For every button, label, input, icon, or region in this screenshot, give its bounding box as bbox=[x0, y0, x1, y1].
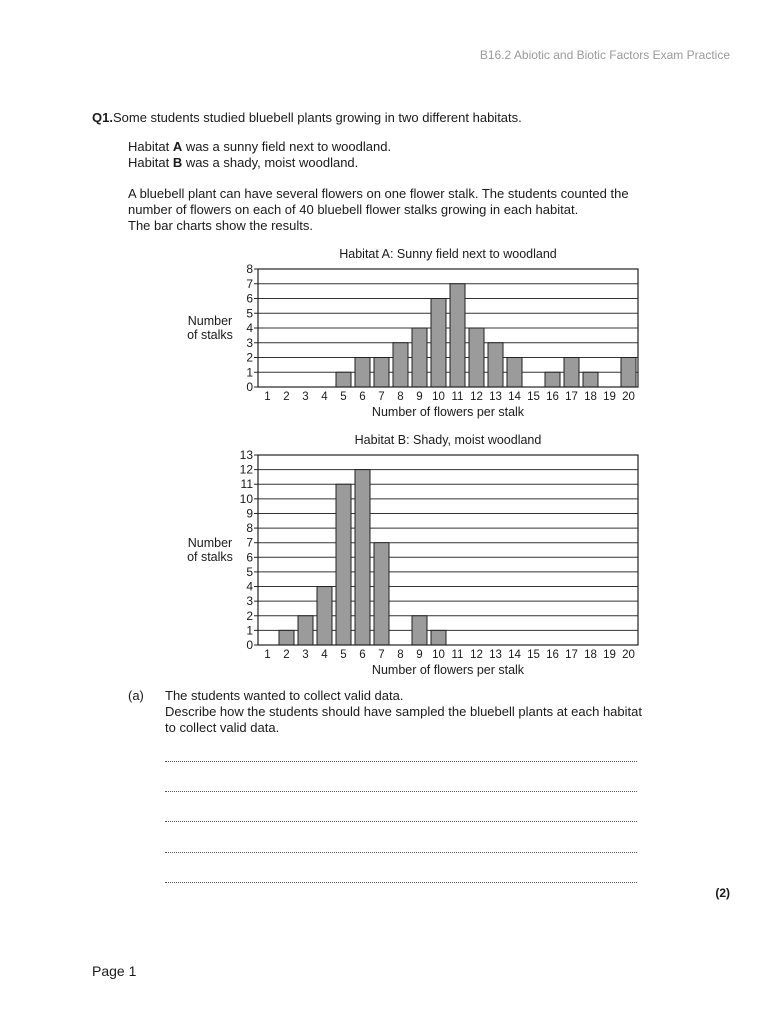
y-axis-label: of stalks bbox=[187, 328, 233, 342]
habitat-b-prefix: Habitat bbox=[128, 155, 173, 170]
y-tick-label: 1 bbox=[246, 365, 253, 380]
habitat-a-bar-chart bbox=[176, 244, 646, 427]
part-a-line: The students wanted to collect valid data. bbox=[165, 688, 404, 703]
x-axis-label: Number of flowers per stalk bbox=[371, 405, 525, 419]
x-tick-label: 19 bbox=[603, 649, 616, 661]
y-tick-label: 2 bbox=[246, 350, 253, 365]
habitat-b-letter: B bbox=[172, 155, 183, 170]
x-tick-label: 7 bbox=[378, 649, 385, 661]
habitat-b-rest: was a shady, moist woodland. bbox=[182, 155, 359, 170]
y-tick-label: 4 bbox=[246, 579, 253, 594]
x-tick-label: 5 bbox=[340, 391, 347, 403]
habitat-b-bar-chart bbox=[176, 430, 646, 685]
x-tick-label: 12 bbox=[470, 391, 483, 403]
y-tick-label: 12 bbox=[239, 462, 253, 477]
bar bbox=[412, 328, 427, 387]
x-axis-label: Number of flowers per stalk bbox=[371, 663, 525, 677]
y-axis-label: Number bbox=[187, 536, 233, 550]
y-tick-label: 3 bbox=[246, 335, 253, 350]
x-tick-label: 15 bbox=[527, 391, 540, 403]
x-tick-label: 17 bbox=[565, 649, 578, 661]
habitat-a-prefix: Habitat bbox=[128, 139, 173, 154]
x-tick-label: 14 bbox=[508, 391, 521, 403]
y-tick-label: 8 bbox=[246, 521, 253, 536]
bar bbox=[545, 372, 560, 387]
x-tick-label: 9 bbox=[416, 649, 423, 661]
bar bbox=[412, 616, 427, 645]
x-tick-label: 9 bbox=[416, 391, 423, 403]
bar bbox=[564, 358, 579, 388]
y-tick-label: 8 bbox=[246, 262, 253, 276]
x-tick-label: 2 bbox=[283, 391, 290, 403]
y-tick-label: 5 bbox=[246, 564, 253, 579]
bar bbox=[621, 358, 636, 388]
x-tick-label: 3 bbox=[302, 649, 309, 661]
y-tick-label: 3 bbox=[246, 594, 253, 609]
x-tick-label: 3 bbox=[302, 391, 309, 403]
x-tick-label: 2 bbox=[283, 649, 290, 661]
x-tick-label: 13 bbox=[489, 649, 502, 661]
x-tick-label: 19 bbox=[603, 391, 616, 403]
bar bbox=[488, 343, 503, 387]
x-tick-label: 10 bbox=[432, 391, 445, 403]
part-a-text bbox=[165, 688, 705, 736]
answer-line[interactable] bbox=[165, 881, 637, 883]
desc-line: A bluebell plant can have several flowers on one flower stalk. The students counted the bbox=[128, 186, 629, 201]
question-intro: Some students studied bluebell plants growing in two different habitats. bbox=[112, 110, 522, 125]
y-axis-label: Number bbox=[187, 314, 233, 328]
y-tick-label: 10 bbox=[239, 491, 253, 506]
question-intro-line bbox=[92, 110, 522, 125]
bar bbox=[450, 284, 465, 387]
x-tick-label: 10 bbox=[432, 649, 445, 661]
part-a-line: to collect valid data. bbox=[165, 720, 280, 735]
x-tick-label: 13 bbox=[489, 391, 502, 403]
desc-line: The bar charts show the results. bbox=[128, 218, 313, 233]
bar bbox=[583, 372, 598, 387]
y-tick-label: 6 bbox=[246, 550, 253, 565]
x-tick-label: 6 bbox=[359, 649, 366, 661]
bar bbox=[298, 616, 313, 645]
question-number: Q1. bbox=[92, 110, 113, 125]
x-tick-label: 7 bbox=[378, 391, 385, 403]
x-tick-label: 14 bbox=[508, 649, 521, 661]
bar bbox=[469, 328, 484, 387]
part-a-label: (a) bbox=[128, 688, 144, 703]
bar bbox=[431, 299, 446, 388]
y-tick-label: 7 bbox=[246, 535, 253, 550]
habitat-a-letter: A bbox=[172, 139, 183, 154]
plot-frame bbox=[258, 455, 638, 645]
x-tick-label: 17 bbox=[565, 391, 578, 403]
x-tick-label: 16 bbox=[546, 649, 559, 661]
x-tick-label: 4 bbox=[321, 391, 328, 403]
part-a-line: Describe how the students should have sampled the bluebell plants at each habitat bbox=[165, 704, 642, 719]
x-tick-label: 12 bbox=[470, 649, 483, 661]
document-header: B16.2 Abiotic and Biotic Factors Exam Practice bbox=[479, 48, 730, 62]
answer-line[interactable] bbox=[165, 851, 637, 853]
desc-line: number of flowers on each of 40 bluebell flower stalks growing in each habitat. bbox=[128, 202, 579, 217]
x-tick-label: 15 bbox=[527, 649, 540, 661]
x-tick-label: 20 bbox=[622, 649, 635, 661]
bar bbox=[279, 630, 294, 645]
chart-svg bbox=[176, 430, 646, 685]
x-tick-label: 18 bbox=[584, 391, 597, 403]
x-tick-label: 6 bbox=[359, 391, 366, 403]
y-tick-label: 0 bbox=[246, 380, 253, 394]
bar bbox=[317, 587, 332, 645]
habitat-descriptions bbox=[128, 139, 391, 171]
bar bbox=[336, 372, 351, 387]
x-tick-label: 16 bbox=[546, 391, 559, 403]
x-tick-label: 4 bbox=[321, 649, 328, 661]
y-tick-label: 1 bbox=[246, 623, 253, 638]
bar bbox=[431, 630, 446, 645]
answer-line[interactable] bbox=[165, 760, 637, 762]
x-tick-label: 18 bbox=[584, 649, 597, 661]
bar bbox=[507, 358, 522, 388]
y-tick-label: 0 bbox=[246, 638, 253, 652]
bar bbox=[374, 543, 389, 645]
habitat-a-line bbox=[128, 139, 391, 155]
habitat-b-line bbox=[128, 155, 391, 171]
bar bbox=[355, 470, 370, 645]
page-number: Page 1 bbox=[92, 963, 137, 979]
answer-line[interactable] bbox=[165, 820, 637, 822]
chart-title: Habitat A: Sunny field next to woodland bbox=[339, 247, 557, 261]
chart-title: Habitat B: Shady, moist woodland bbox=[354, 433, 542, 447]
y-tick-label: 13 bbox=[239, 448, 253, 462]
habitat-a-rest: was a sunny field next to woodland. bbox=[182, 139, 392, 154]
bar bbox=[355, 358, 370, 388]
marks-indicator: (2) bbox=[715, 886, 730, 900]
x-tick-label: 8 bbox=[397, 391, 404, 403]
bar bbox=[393, 343, 408, 387]
y-tick-label: 11 bbox=[240, 477, 253, 492]
y-tick-label: 2 bbox=[246, 608, 253, 623]
x-tick-label: 11 bbox=[451, 391, 464, 403]
bar bbox=[374, 358, 389, 388]
x-tick-label: 5 bbox=[340, 649, 347, 661]
question-description bbox=[128, 186, 629, 234]
y-tick-label: 4 bbox=[246, 321, 253, 335]
x-tick-label: 20 bbox=[622, 391, 635, 403]
x-tick-label: 11 bbox=[451, 649, 464, 661]
y-tick-label: 6 bbox=[246, 291, 253, 306]
x-tick-label: 1 bbox=[264, 649, 271, 661]
y-tick-label: 9 bbox=[246, 506, 253, 521]
answer-line[interactable] bbox=[165, 790, 637, 792]
x-tick-label: 1 bbox=[264, 391, 271, 403]
y-axis-label: of stalks bbox=[187, 550, 233, 564]
bar bbox=[336, 484, 351, 645]
y-tick-label: 5 bbox=[246, 306, 253, 321]
y-tick-label: 7 bbox=[246, 276, 253, 291]
chart-svg bbox=[176, 244, 646, 427]
x-tick-label: 8 bbox=[397, 649, 404, 661]
